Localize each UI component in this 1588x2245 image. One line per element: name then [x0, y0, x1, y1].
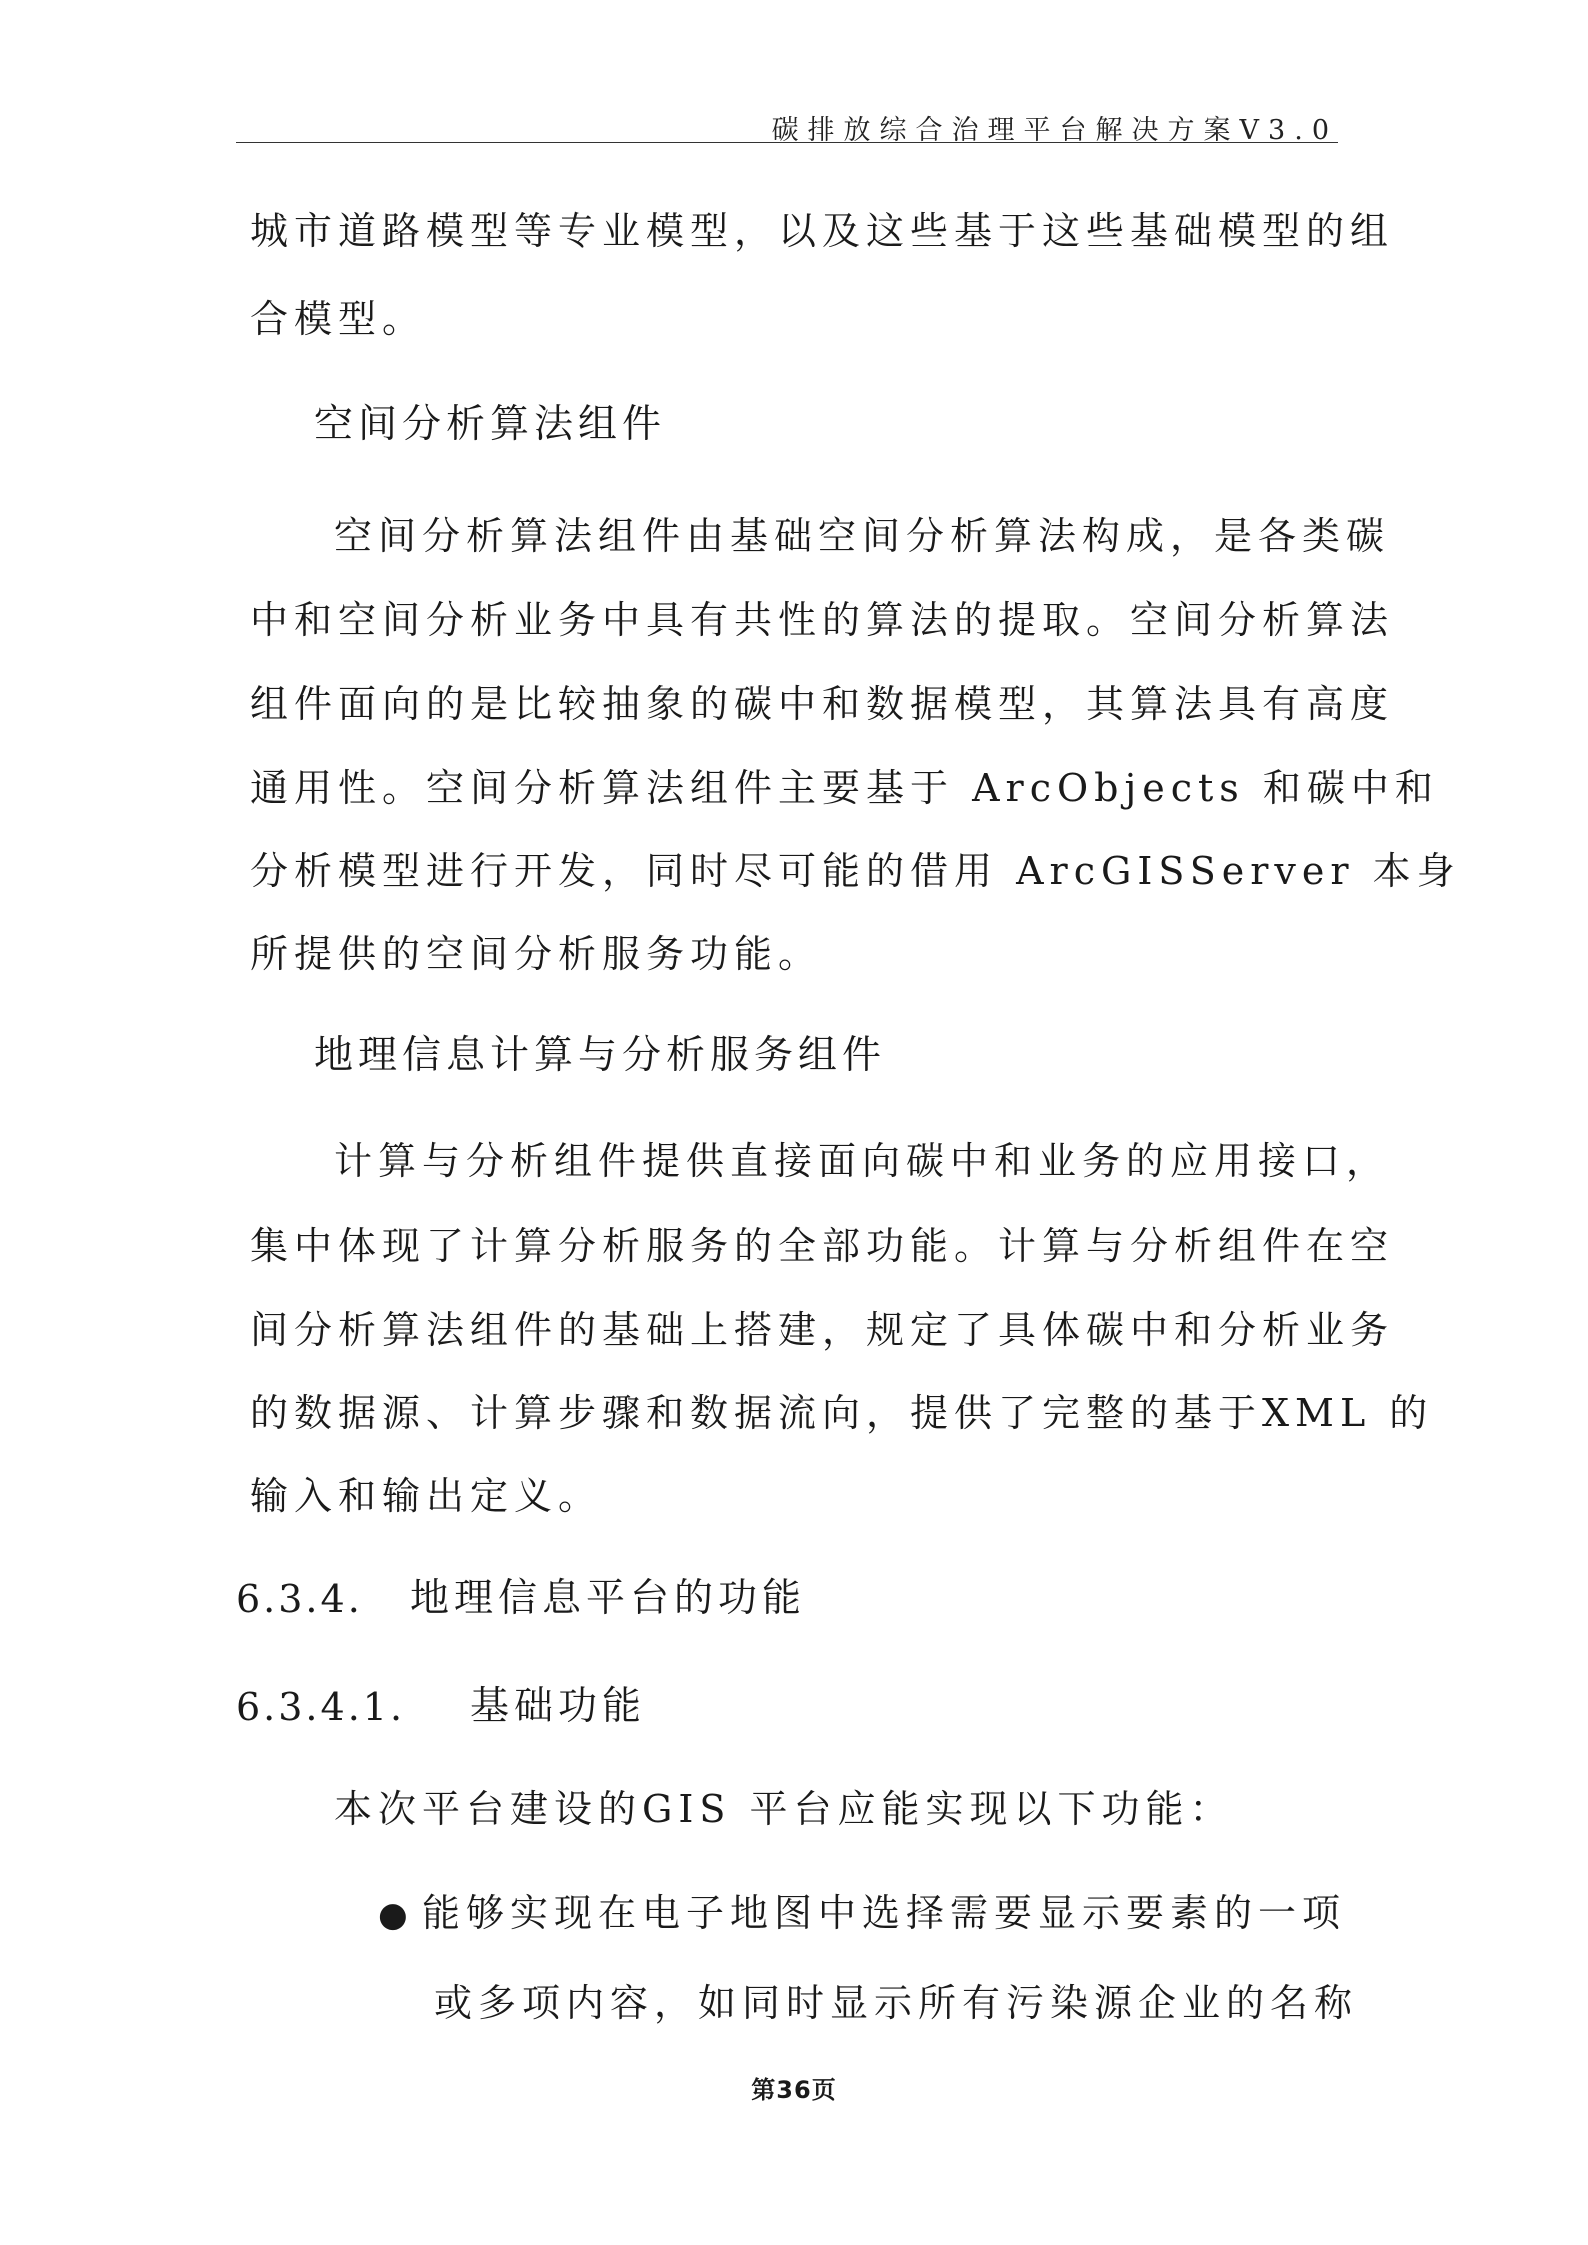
text-line: 集中体现了计算分析服务的全部功能。计算与分析组件在空 — [250, 1224, 1395, 1268]
text-line: 中和空间分析业务中具有共性的算法的提取。空间分析算法 — [250, 598, 1395, 642]
text-line: 通用性。空间分析算法组件主要基于 ArcObjects 和碳中和 — [250, 766, 1439, 810]
text-line: 间分析算法组件的基础上搭建，规定了具体碳中和分析业务 — [250, 1308, 1395, 1352]
text-line: 计算与分析组件提供直接面向碳中和业务的应用接口， — [334, 1139, 1391, 1183]
text-line: 能够实现在电子地图中选择需要显示要素的一项 — [422, 1891, 1347, 1935]
text-line: 分析模型进行开发，同时尽可能的借用 ArcGISServer 本身 — [250, 849, 1461, 893]
section-number: 6.3.4. — [236, 1577, 363, 1621]
text-line: 合模型。 — [250, 297, 427, 341]
text-line: 城市道路模型等专业模型，以及这些基于这些基础模型的组 — [250, 209, 1395, 253]
section-number: 6.3.4.1. — [236, 1685, 406, 1729]
text-line: 本次平台建设的GIS 平台应能实现以下功能： — [334, 1787, 1234, 1831]
header-divider — [236, 142, 1338, 143]
text-line: 输入和输出定义。 — [250, 1474, 603, 1518]
text-line: 空间分析算法组件由基础空间分析算法构成，是各类碳 — [334, 514, 1391, 558]
text-line: 所提供的空间分析服务功能。 — [250, 932, 823, 976]
text-line: 组件面向的是比较抽象的碳中和数据模型，其算法具有高度 — [250, 682, 1395, 726]
section-title: 地理信息平台的功能 — [410, 1576, 807, 1621]
document-title: 碳排放综合治理平台解决方案V3.0 — [771, 115, 1338, 146]
page-number: 第36页 — [751, 2076, 837, 2104]
bullet-icon: ● — [378, 1895, 408, 1935]
section-heading: 地理信息计算与分析服务组件 — [314, 1033, 887, 1078]
section-title: 基础功能 — [470, 1684, 647, 1729]
text-line: 或多项内容，如同时显示所有污染源企业的名称 — [434, 1981, 1359, 2025]
section-heading: 空间分析算法组件 — [314, 402, 667, 447]
text-line: 的数据源、计算步骤和数据流向，提供了完整的基于XML 的 — [250, 1391, 1434, 1435]
